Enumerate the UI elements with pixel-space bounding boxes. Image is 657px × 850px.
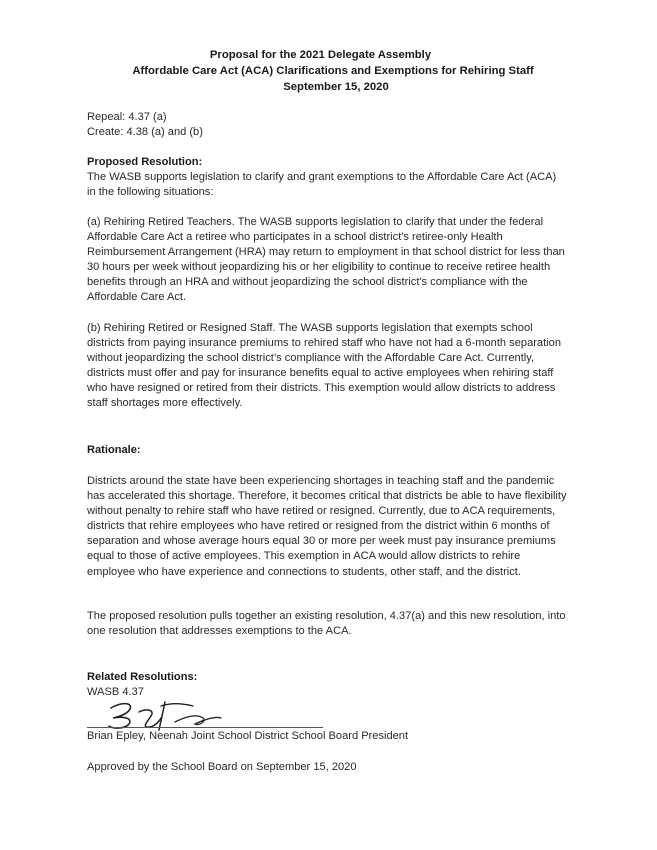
rationale-paragraph-2: The proposed resolution pulls together an existing resolution, 4.37(a) and this new resolution, into one resolution that addresses exemptions to the ACA. [87,610,566,638]
document-header [0,47,657,95]
repeal-create-block [87,110,567,140]
proposed-resolution-section [87,155,567,200]
resolution-intro: The WASB supports legislation to clarify and grant exemptions to the Affordable Care Act (ACA) in the following situations: [87,171,557,199]
header-line-2: Affordable Care Act (ACA) Clarifications and Exemptions for Rehiring Staff [132,65,534,77]
rationale-heading: Rationale: [87,444,141,456]
approval-statement: Approved by the School Board on September 15, 2020 [87,761,357,773]
repeal-text: Repeal: 4.37 (a) [87,111,167,123]
signature-line [87,727,323,728]
proposed-resolution-heading: Proposed Resolution: [87,156,203,168]
header-date: September 15, 2020 [283,81,389,93]
related-resolution-item: WASB 4.37 [87,686,144,699]
resolution-item-a: (a) Rehiring Retired Teachers. The WASB supports legislation to clarify that under the federal Affordable Care Act a retiree who participates in a school district's retiree-only Health Reimbursement Arrangement (HRA) may return to employment in that school district for less than 30 hours per week without jeopardizing his or her eligibility to continue to receive retiree health benefits through an HRA and without jeopardizing the school district's compliance with the Affordable Care Act. [87,216,565,304]
signer-name: Brian Epley, Neenah Joint School District School Board President [87,730,409,742]
resolution-item-b: (b) Rehiring Retired or Resigned Staff. The WASB supports legislation that exempts school districts from paying insurance premiums to rehired staff who have not had a 6-month separation without jeopardizing the school district’s compliance with the Affordable Care Act. Currently, districts must offer and pay for insurance benefits equal to active employees when rehiring staff who have resigned or retired from their districts. This exemption would allow districts to address staff shortages more effectively. [87,322,561,410]
create-text: Create: 4.38 (a) and (b) [87,126,203,139]
rationale-paragraph-1: Districts around the state have been experiencing shortages in teaching staff and the pandemic has accelerated this shortage. Therefore, it becomes critical that districts be able to have flexibility without penalty to rehire staff who have retired or resigned. Currently, due to ACA requirements, districts that rehire employees who have retired or resigned from the district within 6 months of separation and whose average hours equal 30 or more per week must pay insurance premiums equal to those of active employees. This exemption in ACA would allow districts to rehire employee who have experience and connections to students, other staff, and the district. [87,475,567,578]
related-resolutions-heading: Related Resolutions: [87,671,198,683]
header-line-1: Proposal for the 2021 Delegate Assembly [209,49,432,61]
